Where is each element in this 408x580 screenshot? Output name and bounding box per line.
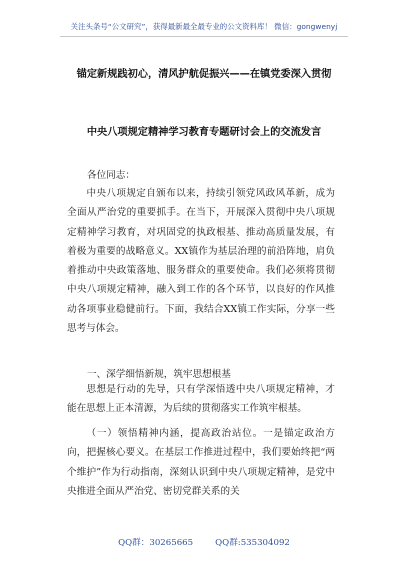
- paragraph-thought: 思想是行动的先导，只有学深悟透中央八项规定精神，才能在思想上正本清源，为后续的贯彻落实工作筑牢根基。: [67, 384, 335, 415]
- section-heading-1: 一、深学细悟新规，筑牢思想根基: [87, 369, 231, 380]
- footer-qq-group-1: QQ群：30265665: [118, 538, 194, 548]
- paragraph-subsection-1: （一）领悟精神内涵，提高政治站位。一是锚定政治方向，把握核心要义。在基层工作推进过程中，我们要始终把“两个维护”作为行动指南，深刻认识到中央八项规定精神，是党中央推进全面从严治党、密切党群关系的关: [67, 428, 335, 497]
- footer-qq-group-2: QQ群:535304092: [215, 538, 290, 548]
- paragraph-intro: 中央八项规定自颁布以来，持续引领党风政风革新，成为全面从严治党的重要抓手。在当下，开展深入贯彻中央八项规定精神学习教育，对巩固党的执政根基、推动高质量发展，有着极为重要的战略意义。XX镇作为基层治理的前沿阵地，肩负着推动中央政策落地、服务群众的重要使命。我们必须将贯彻中央八项规定精神，融入到工作的各个环节，以良好的作风推动各项事业稳健前行。下面，我结合XX镇工作实际，分享一些思考与体会。: [67, 188, 335, 335]
- document-title-line1: 锚定新规践初心，清风护航促振兴——在镇党委深入贯彻: [76, 69, 332, 80]
- header-promo-note: 关注头条号“公文研究”，获得最新最全最专业的公文资料库！ 微信：gongwenyj: [70, 22, 338, 31]
- header-divider: [60, 36, 348, 37]
- footer-contact: [0, 536, 408, 548]
- document-title-line2: 中央八项规定精神学习教育专题研讨会上的交流发言: [86, 127, 322, 138]
- salutation: 各位同志：: [87, 170, 135, 181]
